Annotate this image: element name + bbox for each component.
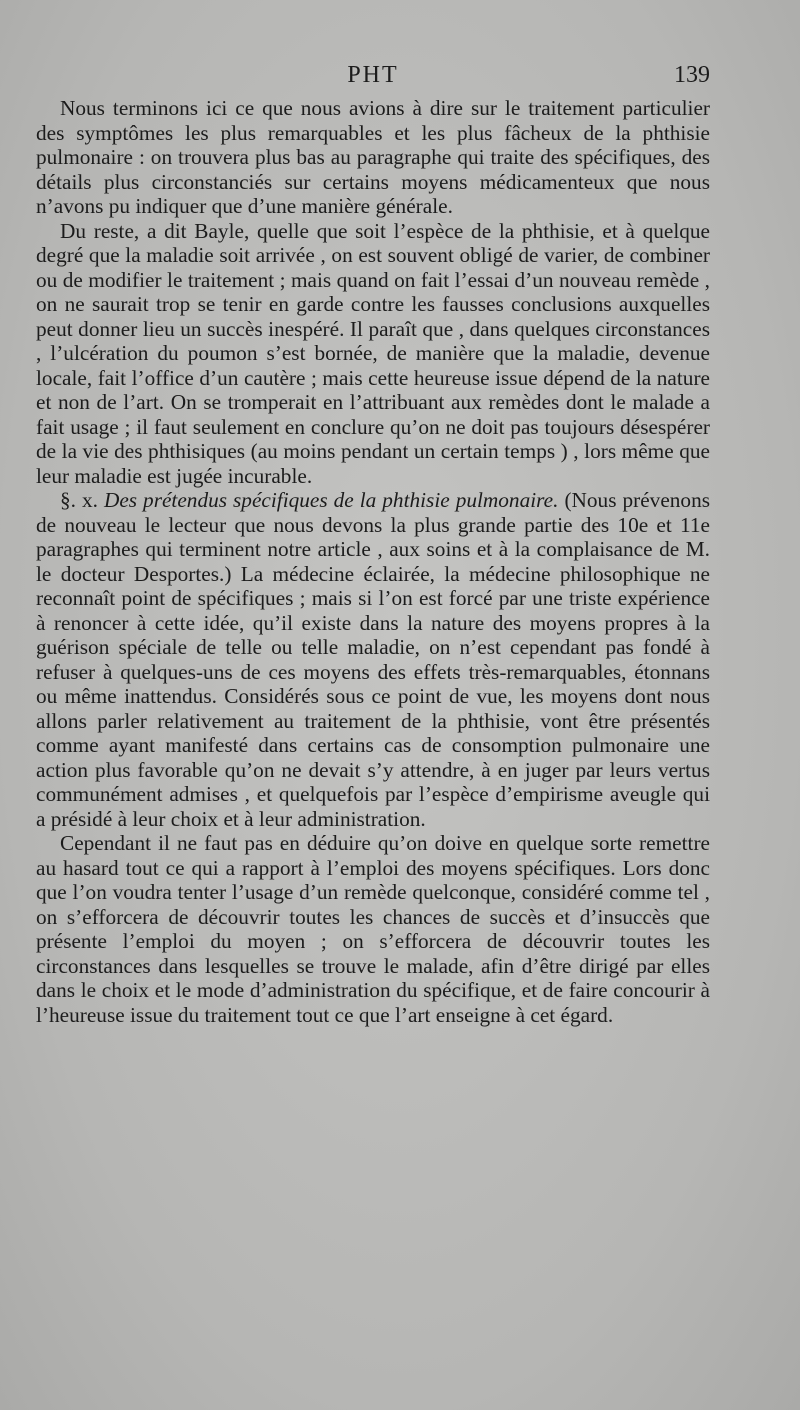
paragraph-4: Cependant il ne faut pas en déduire qu’on doive en quelque sorte remettre au hasard tout ce qui a rapport à l’emploi des moyens spécifiques. Lors donc que l’on voudra tenter l’usage d’un remède quelconque, considéré comme tel , on s’efforcera de découvrir toutes les chances de succès et d’insuccès que présente l’emploi du moyen ; on s’efforcera de découvrir toutes les circonstances dans lesquelles se trouve le malade, afin d’être dirigé par elles dans le choix et le mode d’administration du spécifique, et de faire concourir à l’heureuse issue du traitement tout ce que l’art enseigne à cet égard. <box>36 831 710 1027</box>
section-title: Des prétendus spécifiques de la phthisie pulmonaire. <box>103 488 559 512</box>
page-header <box>36 62 710 96</box>
section-body: (Nous prévenons de nouveau le lecteur que nous devons la plus grande partie des 10e et 11e paragraphes qui terminent notre article , aux soins et à la complaisance de M. le docteur Desportes.) La médecine éclairée, la médecine philosophique ne reconnaît point de spécifiques ; mais si l’on est forcé par une triste expérience à renoncer à cette idée, qu’il existe dans la nature des moyens propres à la guérison spéciale de telle ou telle maladie, on n’est cependant pas fondé à refuser à quelques-uns de ces moyens des effets très-remarquables, étonnans ou même inattendus. Considérés sous ce point de vue, les moyens dont nous allons parler relativement au traitement de la phthisie, vont être présentés comme ayant manifesté dans certains cas de consomption pulmonaire une action plus favorable qu’on ne devait s’y attendre, à en juger par leurs vertus communément admises , et quelquefois par l’espèce d’empirisme aveugle qui a présidé à leur choix et à leur administration. <box>36 488 711 831</box>
paragraph-3 <box>36 488 710 831</box>
paragraph-1: Nous terminons ici ce que nous avions à dire sur le traitement particulier des symptômes les plus remarquables et les plus fâcheux de la phthisie pulmonaire : on trouvera plus bas au paragraphe qui traite des spécifiques, des détails plus circonstanciés sur certains moyens médicamenteux que nous n’avons pu indiquer que d’une manière générale. <box>36 96 710 218</box>
section-label: §. x. <box>60 488 98 512</box>
body-text <box>36 96 710 1027</box>
page-number: 139 <box>674 62 710 88</box>
book-page <box>36 62 710 1027</box>
running-head: PHT <box>347 62 399 88</box>
paragraph-2: Du reste, a dit Bayle, quelle que soit l’espèce de la phthisie, et à quelque degré que la maladie soit arrivée , on est souvent obligé de varier, de combiner ou de modifier le traitement ; mais quand on fait l’essai d’un nouveau remède , on ne saurait trop se tenir en garde contre les fausses conclusions auxquelles peut donner lieu un succès inespéré. Il paraît que , dans quelques circonstances , l’ulcération du poumon s’est bornée, de manière que la maladie, devenue locale, fait l’office d’un cautère ; mais cette heureuse issue dépend de la nature et non de l’art. On se tromperait en l’attribuant aux remèdes dont le malade a fait usage ; il faut seulement en conclure qu’on ne doit pas toujours désespérer de la vie des phthisiques (au moins pendant un certain temps ) , lors même que leur maladie est jugée incurable. <box>36 218 710 488</box>
